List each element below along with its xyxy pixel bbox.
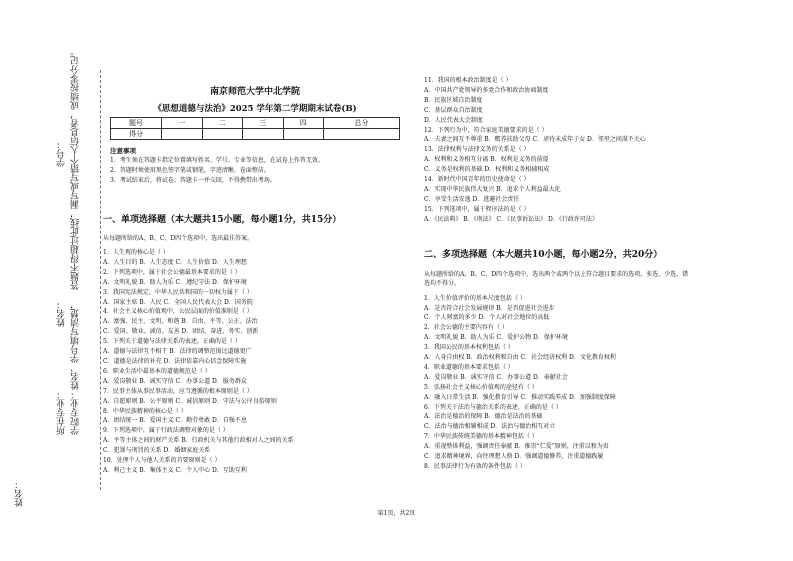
question-line: A．实现中华民族伟大复兴 B．追求个人利益最大化: [424, 185, 561, 193]
score-table: [110, 117, 400, 140]
score-cell: 三: [243, 118, 284, 129]
score-input-cell: [243, 129, 284, 140]
question-line: A．爱岗敬业 B．诚实守信 C．办事公道 D．服务群众: [103, 377, 247, 385]
section2-title: 二、多项选择题（本大题共10小题，每小题2分，共20分）: [424, 249, 663, 260]
side-warning-line: 答题不得超过此线，漏写或写错个人信息者，成绩按零分记。: [71, 47, 81, 290]
question-line: 1．人生价值评价的基本尺度包括（ ）: [424, 294, 526, 302]
question-line: 4．社会主义核心价值观中，公民层面的价值准则是（ ）: [103, 308, 253, 316]
question-line: A．中国共产党领导的多党合作和政治协商制度: [424, 86, 549, 94]
question-line: C．道德是法律的补充 D．法律依靠内心信念保障实施: [103, 357, 247, 365]
side-college-label: 学院专业：: [71, 390, 81, 435]
question-line: 2．下列选项中，属于社会公德最基本要求的是（ ）: [103, 268, 241, 276]
question-line: 13．法律权利与法律义务的关系是（ ）: [424, 146, 530, 154]
section1-instruction: 从每题所给的A、B、C、D四个选项中，选出最佳答案。: [103, 235, 254, 242]
question-line: A．《民法典》 B．《刑法》 C．《民事诉讼法》 D．《行政许可法》: [424, 215, 598, 223]
question-line: A．融入日常生活 B．强化教育引导 C．推动实践养成 D．加强制度保障: [424, 393, 616, 401]
note-item: 2．答题时须使用黑色签字笔或钢笔，字迹清晰，卷面整洁。: [110, 167, 270, 174]
question-line: 15．下列选项中，属于程序法的是（ ）: [424, 205, 530, 213]
question-line: C．法治与德治相辅相成 D．法治与德治相互对立: [424, 423, 556, 431]
school-name: 南京师范大学中北学院: [209, 87, 300, 97]
question-line: 3．我国宪法规定，中华人民共和国的一切权力属于（ ）: [103, 288, 253, 296]
score-table-header-row: [111, 118, 400, 129]
question-line: 5．下列关于道德与法律关系的表述，正确的是（ ）: [103, 338, 241, 346]
section1-questions: [103, 248, 403, 476]
question-line: 6．下列关于法治与德治关系的表述，正确的是（ ）: [424, 403, 562, 411]
question-line: 8．民事法律行为有效的条件包括（ ）: [424, 463, 526, 470]
exam-title: 《思想道德与法治》2025 学年第二学期期末试卷(B): [153, 104, 357, 114]
note-item: 1．考生须在答题卡指定位置填写姓名、学号、专业等信息，在试卷上作答无效。: [110, 157, 324, 164]
question-line: 4．职业道德的基本要求包括（ ）: [424, 363, 514, 371]
question-line: A．道德与法律互不相干 B．法律的调整范围比道德更广: [103, 348, 252, 356]
score-table-score-row: [111, 129, 400, 140]
question-line: 11．我国的根本政治制度是（ ）: [424, 77, 512, 84]
question-line: A．人生目的 B．人生态度 C．人生价值 D．人生理想: [103, 258, 247, 266]
side-student-id-label: 学号：: [57, 140, 67, 167]
question-line: C．义务是权利的基础 D．权利和义务相辅相成: [424, 166, 550, 174]
question-line: A．是否符合社会发展规律 B．是否促进社会进步: [424, 304, 555, 312]
side-name-label-2: 姓名：: [15, 480, 25, 507]
question-line: A．利己主义 B．集体主义 C．个人中心 D．互助互利: [103, 466, 247, 474]
question-line: 7．中华民族传统美德的基本精神包括（ ）: [424, 433, 538, 441]
question-line: C．享受生活安逸 D．逃避社会责任: [424, 195, 520, 203]
question-line: C．追求精神境界，向往理想人格 D．强调道德修养，注重道德践履: [424, 453, 604, 461]
side-instruction-line: 姓名、学号填写清楚，: [71, 300, 81, 390]
score-input-cell: [283, 129, 324, 140]
question-line: C．爱国、敬业、诚信、友善 D．团结、奋进、务实、创新: [103, 328, 259, 336]
question-line: A．团结统一 B．爱国主义 C．勤劳勇敢 D．自强不息: [103, 417, 247, 425]
score-cell: 题号: [111, 118, 162, 129]
score-cell: 二: [202, 118, 243, 129]
question-line: 9．下列选项中，属于行政法调整对象的是（ ）: [103, 427, 229, 435]
question-line: 1．人生观的核心是（ ）: [103, 249, 169, 256]
question-line: 14．新时代中国青年的历史使命是（ ）: [424, 176, 530, 184]
page-footer: 第1页，共2页: [377, 510, 416, 517]
question-line: A．人身自由权 B．政治权利和自由 C．社会经济权利 D．文化教育权利: [424, 354, 616, 362]
question-line: C．基层群众自治制度: [424, 106, 483, 114]
question-line: 6．职业生活中最基本的道德规范是（ ）: [103, 367, 211, 375]
notes-heading: 注意事项: [110, 147, 136, 155]
question-line: 2．社会公德的主要内容有（ ）: [424, 324, 508, 332]
question-line: 12．下列行为中，符合家庭美德要求的是（ ）: [424, 126, 548, 134]
question-line: 8．中华民族精神的核心是（ ）: [103, 407, 187, 415]
side-name-label: 姓名：: [57, 300, 67, 327]
score-input-cell: [202, 129, 243, 140]
question-line: A．权利和义务相互分离 B．权利是义务的前提: [424, 156, 549, 164]
question-line: D．人民代表大会制度: [424, 116, 483, 124]
question-line: A．富强、民主、文明、和谐 B．自由、平等、公正、法治: [103, 318, 258, 326]
section2-instruction: 从每题所给的A、B、C、D四个选项中，选出两个或两个以上符合题目要求的选项，多选、少选、错选均不得分。: [424, 270, 689, 287]
score-input-cell: [162, 129, 203, 140]
score-cell: 一: [162, 118, 203, 129]
question-line: 7．民事主体从事民事活动，应当遵循的根本原则是（ ）: [103, 387, 253, 395]
question-line: C．犯罪与刑罚的关系 D．婚姻家庭关系: [103, 447, 211, 455]
question-line: A．平等主体之间的财产关系 B．行政机关与其他行政相对人之间的关系: [103, 437, 294, 445]
score-cell: 总分: [324, 118, 400, 129]
score-cell: 四: [283, 118, 324, 129]
question-line: B．民族区域自治制度: [424, 96, 483, 104]
question-line: A．国家主席 B．人民 C．全国人民代表大会 D．国务院: [103, 298, 253, 306]
question-line: A．法治是德治的保障 B．德治是法治的基础: [424, 413, 543, 421]
question-line: 10．处理个人与他人关系的首要原则是（ ）: [103, 457, 221, 465]
section1-title: 一、单项选择题（本大题共15小题，每小题1分，共15分）: [103, 215, 342, 225]
note-item: 3．考试结束后，将试卷、答题卡一并交回，不得携带出考场。: [110, 177, 276, 184]
question-line: A．夫妻之间互不尊重 B．赡养扶助父母 C．虐待未成年子女 D．邻里之间漠不关心: [424, 136, 646, 144]
binding-dash-line: [100, 70, 101, 490]
exam-notes: [110, 146, 410, 186]
question-line: A．文明礼貌 B．助人为乐 C．爱护公物 D．保护环境: [424, 334, 568, 342]
side-major-label: 所在专业：: [57, 390, 67, 435]
section2-questions: [424, 294, 744, 472]
right-column: [424, 76, 744, 472]
question-line: C．个人财富的多少 D．个人对社会地位的高低: [424, 314, 550, 322]
question-line: A．重视整体利益，强调责任奉献 B．推崇“仁爱”原则，注重以和为贵: [424, 443, 609, 451]
score-input-cell: [324, 129, 400, 140]
question-line: 3．我国公民的基本权利包括（ ）: [424, 344, 514, 352]
question-line: A．自愿原则 B．公平原则 C．诚信原则 D．守法与公序良俗原则: [103, 397, 277, 405]
question-line: 5．弘扬社会主义核心价值观的途径有（ ）: [424, 383, 538, 391]
question-line: A．文明礼貌 B．助人为乐 C．遵纪守法 D．保护环境: [103, 278, 247, 286]
question-line: A．爱岗敬业 B．诚实守信 C．办事公道 D．奉献社会: [424, 373, 568, 381]
score-cell: 得分: [111, 129, 162, 140]
